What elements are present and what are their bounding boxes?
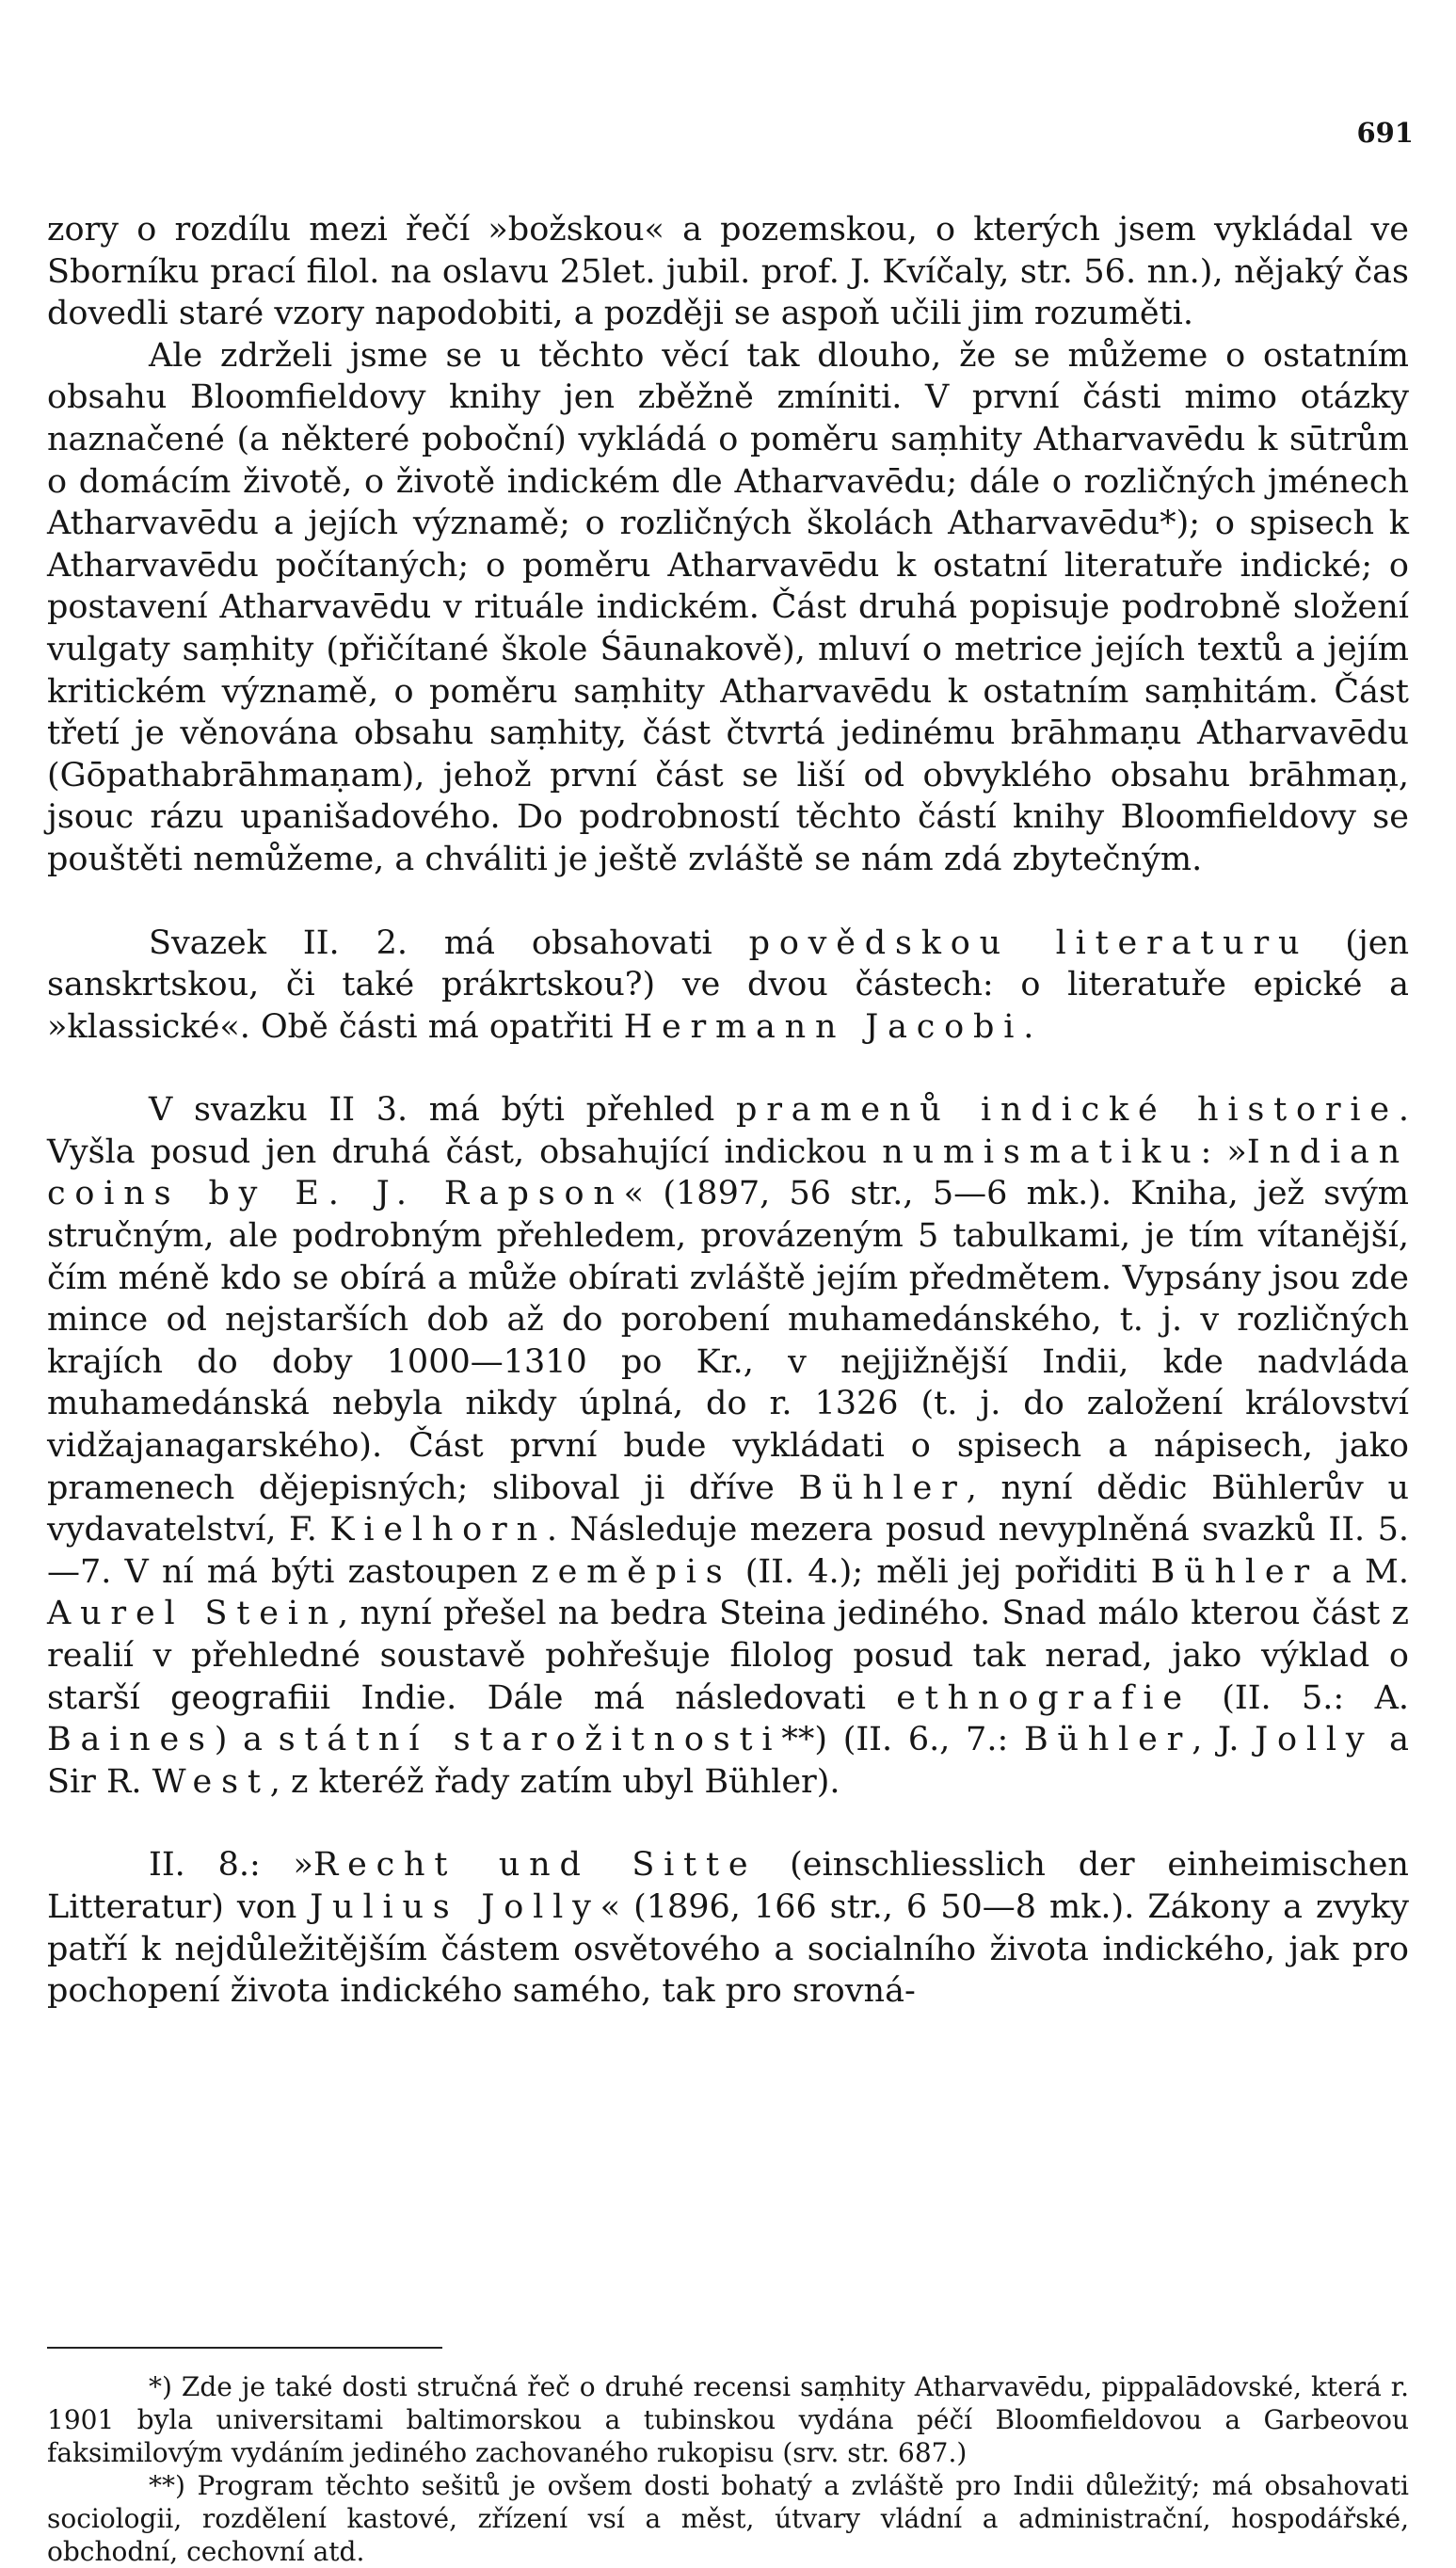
footnote-divider (47, 2347, 442, 2349)
text-run: **) (II. 6., 7.: (781, 1721, 1024, 1759)
text-run: , nyní přešel na bedra Steina jediného. Snad málo kterou část z realií v přehledné soustavě pohřešuje filolog posud tak nerad, jako výklad o starší geografiii Indie. Dále má následovati (47, 1595, 1409, 1717)
emphasized-text: Bühler (1023, 1721, 1192, 1759)
text-run: II. 8.: » (149, 1846, 313, 1885)
text-run: ) a (214, 1721, 279, 1759)
text-run: « (1896, 166 str., 6 50—8 mk.). Zákony a zvyky patří k nejdůležitějším částem osvětového a socialního života indického, jak pro pochopení života indického samého, tak pro srovná- (47, 1887, 1409, 2011)
emphasized-text: Kielhorn (329, 1511, 547, 1549)
emphasized-text: Aurel Stein (47, 1595, 339, 1633)
emphasized-text: pramenů indické historie (736, 1091, 1399, 1130)
paragraph (47, 335, 1409, 881)
footnote: **) Program těchto sešitů je ovšem dosti bohatý a zvláště pro Indii důležitý; má obsahovati sociologii, rozdělení kastové, zřízení vsí a měst, útvary vládní a administrační, hospodářské, obchodní, cechovní atd. (47, 2470, 1409, 2567)
text-run: V svazku II 3. má býti přehled (149, 1091, 736, 1130)
emphasized-text: Hermann Jacobi (623, 1007, 1024, 1046)
emphasized-text: Jolly (1255, 1721, 1374, 1759)
text-run: . (1023, 1007, 1034, 1046)
emphasized-text: numismatiku (882, 1132, 1201, 1171)
emphasized-text: Baines (47, 1721, 215, 1759)
text-run: . Následuje mezera posud nevyplněná svazků II. 5.—7. V ní má býti zastoupen (47, 1511, 1409, 1591)
text-run: , nyní dědic Bühlerův u vydavatelství, F. (47, 1469, 1409, 1549)
emphasized-text: Recht und Sitte (312, 1846, 758, 1885)
text-run: (II. 4.); měli jej pořiditi (731, 1552, 1151, 1591)
text-run: zory o rozdílu mezi řečí »božskou« a pozemskou, o kterých jsem vykládal ve Sborníku prací filol. na oslavu 25let. jubil. prof. J. Kvíčaly, str. 56. nn.), nějaký čas dovedli staré vzory napodobiti, a později se aspoň učili jim rozuměti. (47, 211, 1409, 333)
page-number: 691 (1356, 117, 1414, 149)
footnotes (47, 2370, 1409, 2568)
text-run: . Vyšla posud jen druhá část, obsahující indickou (47, 1091, 1409, 1171)
paragraph (47, 209, 1409, 335)
emphasized-text: zeměpis (531, 1552, 732, 1591)
emphasized-text: Julius Jolly (310, 1887, 600, 1926)
emphasized-text: Bühler (798, 1469, 967, 1507)
emphasized-text: povědskou literaturu (748, 923, 1309, 962)
paragraph (47, 923, 1409, 1049)
text-run: : » (1200, 1132, 1247, 1171)
footnote: *) Zde je také dosti stručná řeč o druhé recensi saṃhity Atharvavēdu, pippalādovské, která r. 1901 byla universitami baltimorskou a tubinskou vydána péčí Bloomfieldovou a Garbeovou faksimilovým vydáním jediného zachovaného rukopisu (srv. str. 687.) (47, 2371, 1409, 2468)
emphasized-text: státní starožitnosti (278, 1721, 782, 1759)
text-run: Ale zdrželi jsme se u těchto věcí tak dlouho, že se můžeme o ostatním obsahu Bloomfieldovy knihy jen zběžně zmíniti. V první části mimo otázky naznačené (a některé poboční) vykládá o poměru saṃhity Atharvavēdu k sūtrům o domácím životě, o životě indickém dle Atharvavēdu; dále o rozličných jménech Atharvavēdu a jejích významě; o rozličných školách Atharvavēdu*); o spisech k Atharvavēdu počítaných; o poměru Atharvavēdu k ostatní literatuře indické; o postavení Atharvavēdu v rituále indickém. Část druhá popisuje podrobně složení vulgaty saṃhity (přičítané škole Śāunakově), mluví o metrice jejích textů a jejím kritickém významě, o poměru saṃhity Atharvavēdu k ostatním saṃhitám. Část třetí je věnována obsahu saṃhity, část čtvrtá jedinému brāhmaṇu Atharvavēdu (Gōpathabrāhmaṇam), jehož první část se liší od obvyklého obsahu brāhmaṇ, jsouc rázu upanišadového. Do podrobností těchto částí knihy Bloomfieldovy se pouštěti nemůžeme, a chváliti je ještě zvláště se nám zdá zbytečným. (47, 336, 1409, 878)
emphasized-text: West (152, 1762, 270, 1801)
paragraph (47, 1089, 1409, 1803)
emphasized-text: ethnografie (896, 1678, 1192, 1717)
text-run: a M. (1318, 1552, 1409, 1591)
paragraph (47, 1844, 1409, 2012)
text-run: « (1897, 56 str., 5—6 mk.). Kniha, jež svým stručným, ale podrobným přehledem, provázeným 5 tabulkami, je tím vítanější, čím méně kdo se obírá a může obírati zvláště jejím předmětem. Vypsány jsou zde mince od nejstarších dob až do porobení muhamedánského, t. j. v rozličných krajích do doby 1000—1310 po Kr., v nejjižnější Indii, kde nadvláda muhamedánská nebyla nikdy úplná, do r. 1326 (t. j. do založení království vidžajanagarského). Část první bude vykládati o spisech a nápisech, jako pramenech dějepisných; sliboval ji dříve (47, 1175, 1409, 1507)
text-run: , J. (1192, 1721, 1256, 1759)
emphasized-text: Bühler (1150, 1552, 1319, 1591)
text-run: (einschliesslich der einheimischen Litteratur) von (47, 1846, 1409, 1926)
main-text (47, 209, 1409, 2013)
text-run: (II. 5.: A. (1191, 1678, 1409, 1717)
text-run: , z kteréž řady zatím ubyl Bühler). (269, 1762, 840, 1801)
text-run: (jen sanskrtskou, či také prákrtskou?) ve dvou částech: o literatuře epické a »klassické«. Obě části má opatřiti (47, 923, 1410, 1046)
text-run: a Sir R. (47, 1721, 1409, 1801)
emphasized-text: Indian coins by E. J. Rapson (47, 1132, 1409, 1213)
text-run: Svazek II. 2. má obsahovati (149, 923, 749, 962)
